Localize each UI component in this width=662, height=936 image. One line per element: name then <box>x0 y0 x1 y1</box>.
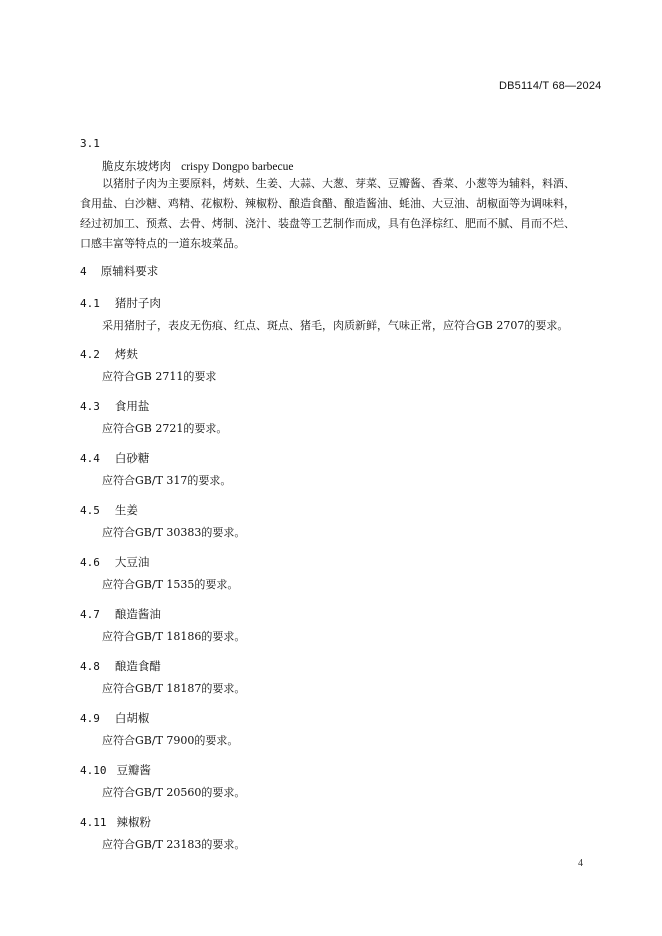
term-title-en: crispy Dongpo barbecue <box>181 161 294 173</box>
requirement-text: 应符合GB/T 18187的要求。 <box>102 682 246 695</box>
section-number: 4 <box>80 265 87 278</box>
requirement-heading <box>80 395 149 414</box>
requirement-title: 酿造食醋 <box>114 659 161 673</box>
requirement-title: 辣椒粉 <box>116 815 151 829</box>
requirement-heading <box>80 811 151 830</box>
requirement-number: 4.5 <box>80 504 100 517</box>
requirement-heading <box>80 447 149 466</box>
section-title: 原辅料要求 <box>100 264 159 278</box>
requirement-number: 4.7 <box>80 608 100 621</box>
term-definition-line-2: 食用盐、白沙糖、鸡精、花椒粉、辣椒粉、酿造食醋、酿造酱油、蚝油、大豆油、胡椒面等为调味料， <box>80 197 575 210</box>
page-number: 4 <box>578 858 583 869</box>
requirement-number: 4.2 <box>80 348 100 361</box>
requirement-heading <box>80 707 149 726</box>
requirement-heading <box>80 292 161 311</box>
section-heading <box>80 260 158 279</box>
document-id: DB5114/T 68—2024 <box>499 80 602 92</box>
requirement-number: 4.3 <box>80 400 100 413</box>
requirement-heading <box>80 551 149 570</box>
requirement-text: 应符合GB/T 7900的要求。 <box>102 734 239 747</box>
requirement-text: 采用猪肘子，表皮无伤痕、红点、斑点、猪毛，肉质新鲜，气味正常，应符合GB 2707的要求。 <box>102 319 569 332</box>
requirement-text: 应符合GB 2711的要求 <box>102 370 217 383</box>
term-heading <box>102 155 294 174</box>
requirement-title: 白砂糖 <box>114 451 150 465</box>
requirement-text: 应符合GB/T 20560的要求。 <box>102 786 246 799</box>
requirement-heading <box>80 499 138 518</box>
requirement-number: 4.1 <box>80 297 100 310</box>
requirement-text: 应符合GB/T 30383的要求。 <box>102 526 246 539</box>
requirement-heading <box>80 759 151 778</box>
term-number: 3.1 <box>80 137 100 150</box>
requirement-title: 大豆油 <box>114 555 150 569</box>
requirement-title: 白胡椒 <box>114 711 150 725</box>
requirement-title: 豆瓣酱 <box>116 763 151 777</box>
term-title-zh: 脆皮东坡烤肉 <box>102 159 171 173</box>
requirement-text: 应符合GB/T 18186的要求。 <box>102 630 246 643</box>
requirement-number: 4.4 <box>80 452 100 465</box>
requirement-number: 4.6 <box>80 556 100 569</box>
requirement-text: 应符合GB 2721的要求。 <box>102 422 228 435</box>
term-definition-line-4: 口感丰富等特点的一道东坡菜品。 <box>80 237 245 250</box>
requirement-number: 4.8 <box>80 660 100 673</box>
requirement-title: 烤麸 <box>114 347 138 361</box>
requirement-number: 4.10 <box>80 764 107 777</box>
term-definition-line-3: 经过初加工、预煮、去骨、烤制、浇汁、装盘等工艺制作而成，具有色泽棕红、肥而不腻、肙而不烂、 <box>80 217 575 230</box>
requirement-text: 应符合GB/T 1535的要求。 <box>102 578 239 591</box>
term-definition-line-1: 以猪肘子肉为主要原料，烤麸、生姜、大蒜、大葱、芽菜、豆瓣酱、香菜、小葱等为辅料，料酒、 <box>102 177 575 190</box>
requirement-title: 生姜 <box>114 503 138 517</box>
requirement-title: 食用盐 <box>114 399 150 413</box>
requirement-title: 猪肘子肉 <box>114 296 161 310</box>
requirement-heading <box>80 603 161 622</box>
requirement-number: 4.9 <box>80 712 100 725</box>
requirement-text: 应符合GB/T 317的要求。 <box>102 474 232 487</box>
requirement-text: 应符合GB/T 23183的要求。 <box>102 838 246 851</box>
requirement-number: 4.11 <box>80 816 107 829</box>
requirement-heading <box>80 343 138 362</box>
requirement-heading <box>80 655 161 674</box>
requirement-title: 酿造酱油 <box>114 607 161 621</box>
